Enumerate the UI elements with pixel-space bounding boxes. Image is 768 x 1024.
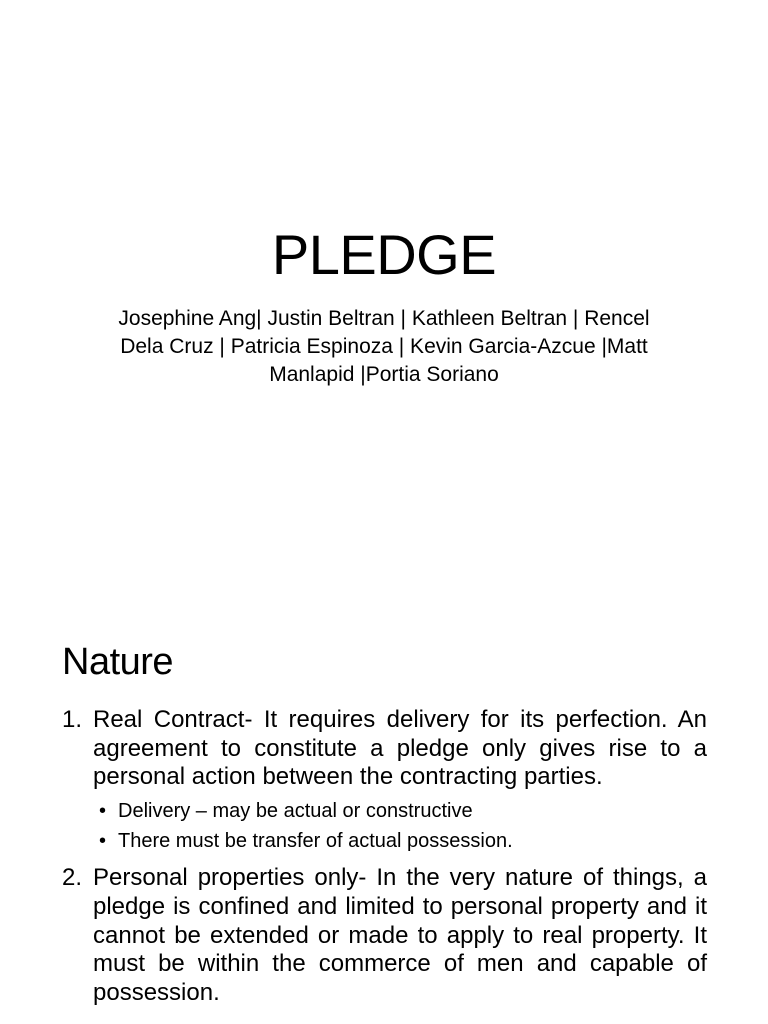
numbered-list [62, 706, 707, 1008]
sub-bullet-text: Delivery – may be actual or constructive [118, 800, 473, 823]
sub-bullet-text: There must be transfer of actual possession. [118, 830, 513, 853]
item-text: Real Contract- It requires delivery for its perfection. An agreement to constitute a pledge only gives rise to a personal action between the contracting parties. [93, 706, 707, 791]
item-number: 1. [62, 706, 83, 733]
slide-title: PLEDGE [271, 223, 497, 286]
sub-bullet-item [99, 796, 707, 826]
nature-slide [0, 576, 768, 1024]
sub-bullet-item [99, 826, 707, 856]
sub-bullet-list [93, 796, 707, 856]
bullet-icon: • [99, 830, 107, 853]
bullet-icon: • [99, 800, 107, 823]
list-item [62, 706, 707, 856]
item-number: 2. [62, 864, 83, 892]
section-heading: Nature [62, 641, 174, 683]
author-list: Josephine Ang| Justin Beltran | Kathleen Beltran | Rencel Dela Cruz | Patricia Espinoza | Kevin Garcia-Azcue |Matt Manlapid |Portia Soriano [118, 307, 650, 386]
item-text: Personal properties only- In the very nature of things, a pledge is confined and limited to personal property and it cannot be extended or made to apply to real property. It must be within the commerce of men and capable of possession. [93, 864, 707, 1006]
list-item [62, 864, 707, 1008]
